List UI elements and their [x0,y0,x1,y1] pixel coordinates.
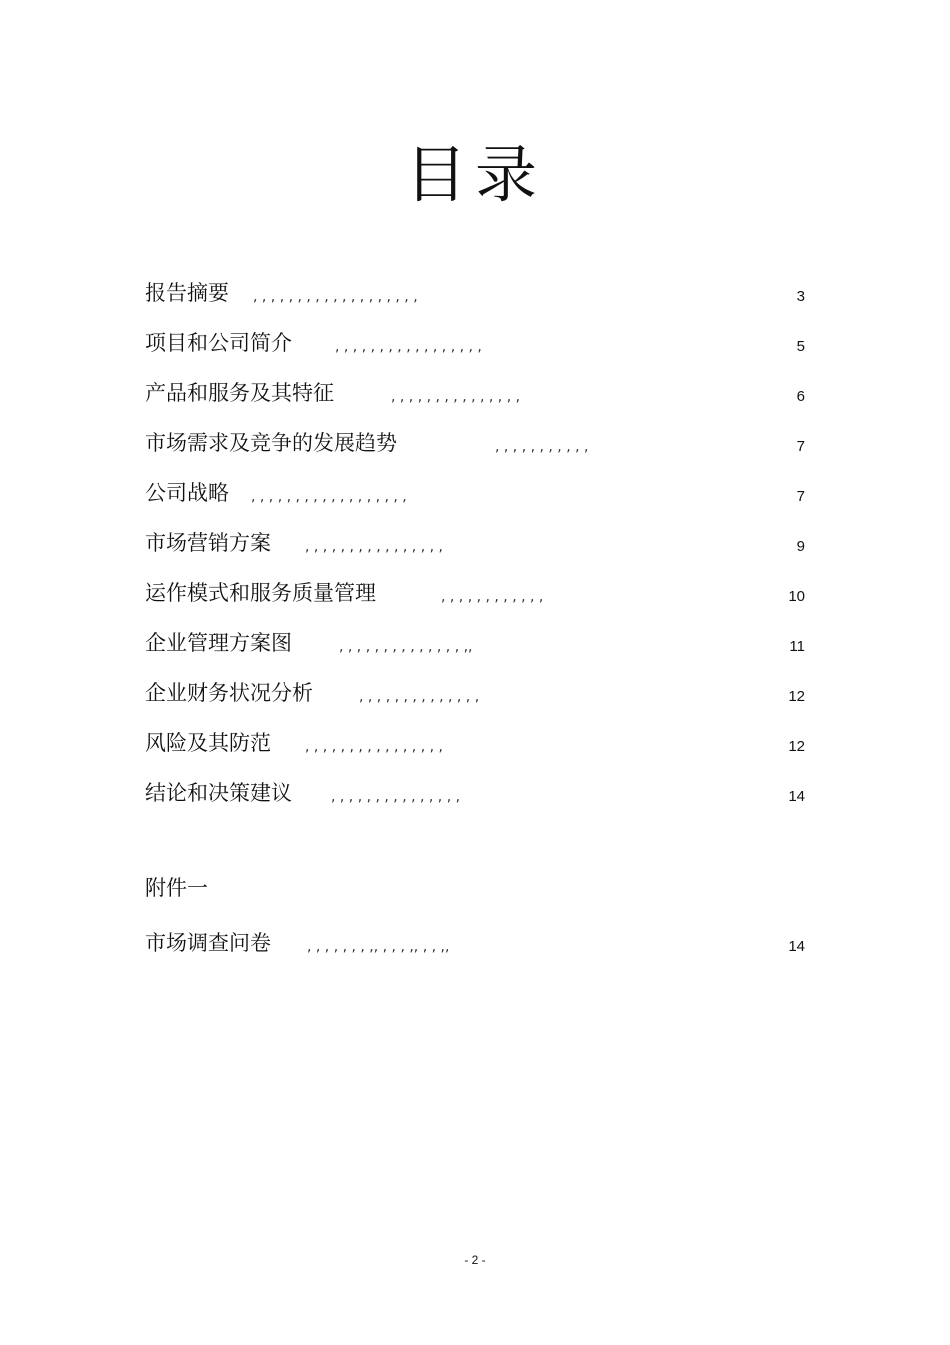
toc-entry-leader: , , , , , , , , , , , , , , , [331,789,461,805]
appendix-entry-page: 14 [788,938,805,955]
toc-entry[interactable] [145,578,805,610]
appendix-entry[interactable] [145,928,805,960]
toc-entry-label: 产品和服务及其特征 [145,381,334,405]
toc-entry-page: 10 [788,588,805,605]
appendix-entry-leader: , , , , , , , ,, , , , ,, , , ,, [307,939,450,955]
toc-entry-page: 7 [796,438,805,455]
toc-entry-label: 项目和公司简介 [145,331,292,355]
toc-entry-page: 12 [788,738,805,755]
toc-entry-page: 14 [788,788,805,805]
toc-entry-leader: , , , , , , , , , , , [495,439,589,455]
toc-entry[interactable] [145,728,805,760]
toc-entry[interactable] [145,528,805,560]
toc-entry-page: 9 [796,538,805,555]
toc-entry[interactable] [145,278,805,310]
toc-entry-label: 企业管理方案图 [145,631,292,655]
toc-entry-page: 12 [788,688,805,705]
toc-entry[interactable] [145,328,805,360]
toc-entry-leader: , , , , , , , , , , , , , , , , [305,739,443,755]
toc-entry-label: 报告摘要 [145,281,229,305]
toc-entry-page: 5 [796,338,805,355]
toc-entry-page: 11 [789,638,805,655]
toc-entry-label: 运作模式和服务质量管理 [145,581,376,605]
toc-entry-leader: , , , , , , , , , , , , , , , , , [335,339,482,355]
toc-entry[interactable] [145,628,805,660]
page-number-footer: - 2 - [464,1253,486,1267]
toc-entry-leader: , , , , , , , , , , , , [441,589,544,605]
toc-entry-page: 7 [796,488,805,505]
toc-entry[interactable] [145,428,805,460]
toc-entry-label: 公司战略 [145,481,229,505]
appendix-heading: 附件一 [145,876,208,900]
toc-entry[interactable] [145,478,805,510]
toc-entry-leader: , , , , , , , , , , , , , , , , [305,539,443,555]
appendix-entry-label: 市场调查问卷 [145,931,271,955]
toc-entry-label: 风险及其防范 [145,731,271,755]
toc-entry-leader: , , , , , , , , , , , , , , [359,689,480,705]
toc-entry-page: 6 [796,388,805,405]
toc-entry-label: 市场营销方案 [145,531,271,555]
toc-entry-label: 企业财务状况分析 [145,681,313,705]
toc-entry[interactable] [145,678,805,710]
toc-entry[interactable] [145,778,805,810]
toc-entry-label: 结论和决策建议 [145,781,292,805]
toc-entry[interactable] [145,378,805,410]
page-title: 目录 [404,138,545,211]
toc-entry-page: 3 [796,288,805,305]
toc-entry-label: 市场需求及竞争的发展趋势 [145,431,397,455]
toc-entry-leader: , , , , , , , , , , , , , , ,, [339,639,473,655]
toc-entry-leader: , , , , , , , , , , , , , , , , , , [251,489,407,505]
toc-entry-leader: , , , , , , , , , , , , , , , [391,389,521,405]
toc-entry-leader: , , , , , , , , , , , , , , , , , , , [253,289,418,305]
